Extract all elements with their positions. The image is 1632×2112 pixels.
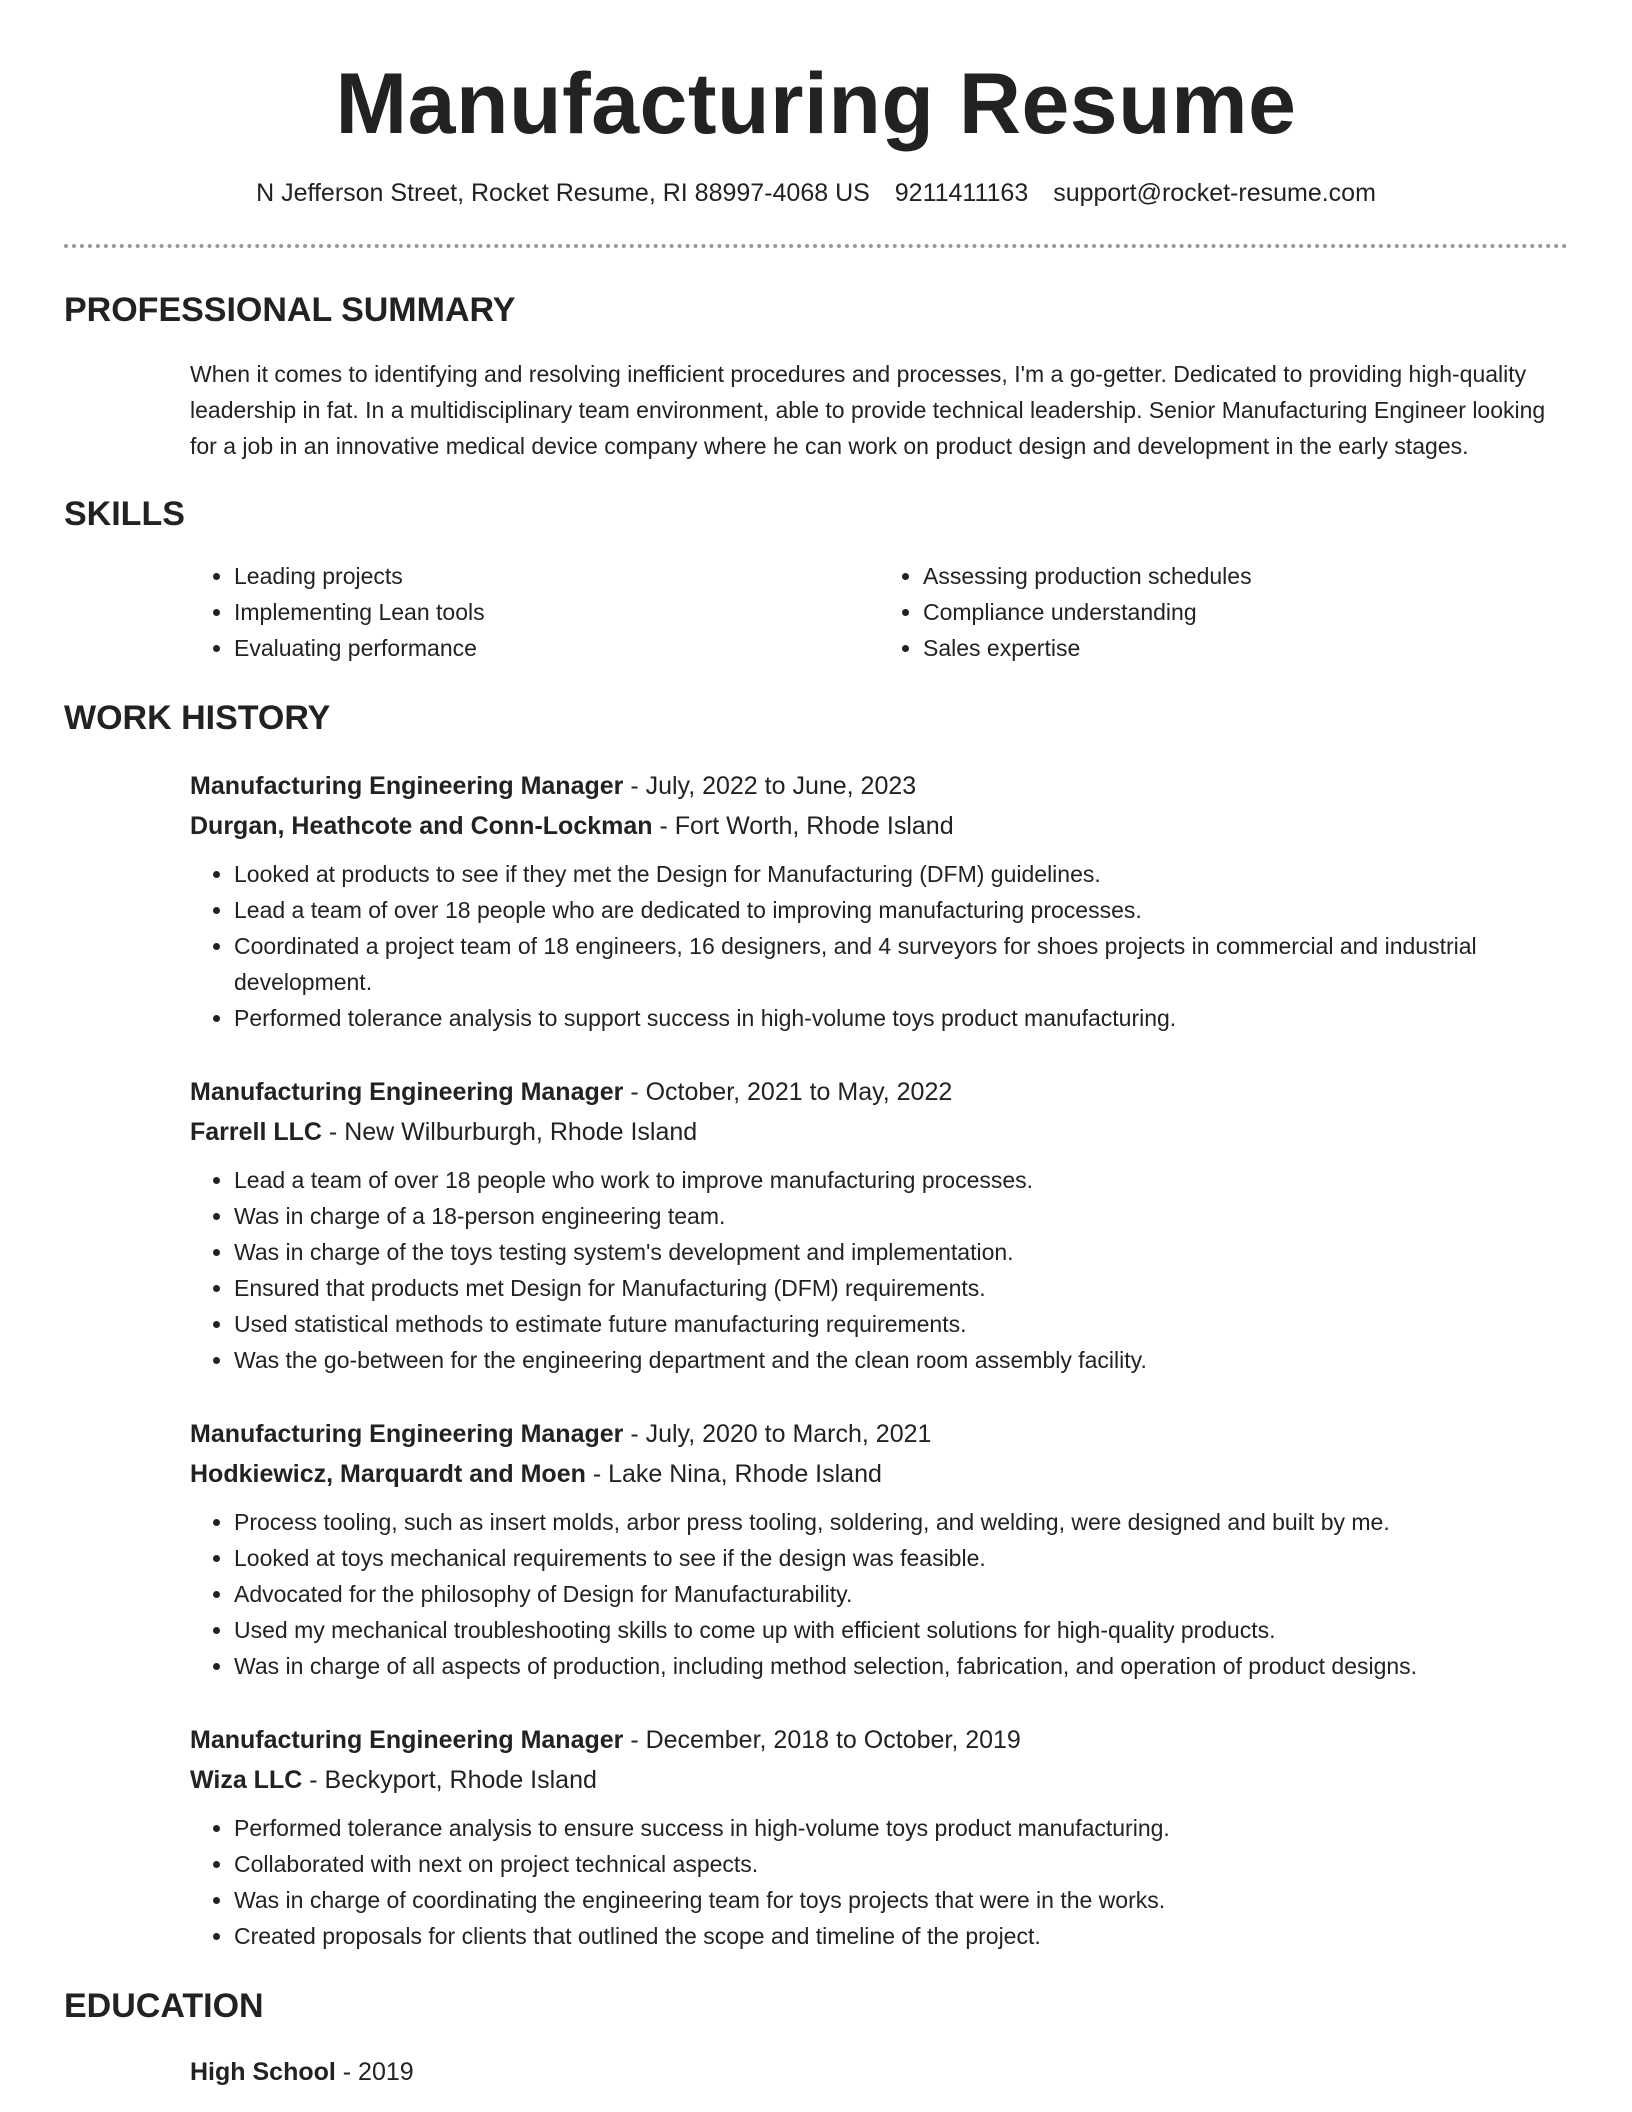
skill-item: • Assessing production schedules [923,558,1568,594]
job-bullet: • Lead a team of over 18 people who are dedicated to improving manufacturing processes. [234,892,1568,928]
contact-email: support@rocket-resume.com [1053,179,1376,207]
job-company-line [190,1112,1568,1152]
job-company-line [190,806,1568,846]
job-title: Manufacturing Engineering Manager [190,1420,624,1448]
resume-title: Manufacturing Resume [335,56,1297,152]
job-bullet: • Performed tolerance analysis to ensure success in high-volume toys product manufacturing. [234,1810,1568,1846]
job-company-line [190,1454,1568,1494]
header-divider [64,244,1568,248]
job-dates: - July, 2022 to June, 2023 [623,772,917,800]
contact-phone: 9211411163 [894,179,1029,207]
education-year: - 2019 [335,2058,414,2086]
contact-line [64,176,1568,210]
job-bullet: • Advocated for the philosophy of Design for Manufacturability. [234,1576,1568,1612]
job-title: Manufacturing Engineering Manager [190,1078,624,1106]
job-bullet: • Ensured that products met Design for Manufacturing (DFM) requirements. [234,1270,1568,1306]
job-bullet: • Was in charge of all aspects of production, including method selection, fabrication, and operation of product designs. [234,1648,1568,1684]
job-bullet: • Looked at toys mechanical requirements to see if the design was feasible. [234,1540,1568,1576]
work-history-heading: WORK HISTORY [64,699,331,737]
job-title-line [190,1414,1568,1454]
resume-page [64,0,1568,2112]
job-bullet: • Used my mechanical troubleshooting skills to come up with efficient solutions for high-quality products. [234,1612,1568,1648]
job-company-line [190,1760,1568,1800]
job-bullet: • Created proposals for clients that outlined the scope and timeline of the project. [234,1918,1568,1954]
job-entry [190,1414,1568,1684]
job-title-line [190,1072,1568,1112]
summary-text: When it comes to identifying and resolving inefficient procedures and processes, I'm a go-getter. Dedicated to providing high-quality leadership in fat. In a multidisciplinary team environment, able to provide technical leadership. Senior Manufacturing Engineer looking for a job in an innovative medical device company where he can work on product design and development in the early stages. [190,361,1546,459]
skills-column-left [190,558,879,666]
job-bullet: • Performed tolerance analysis to support success in high-volume toys product manufacturing. [234,1000,1568,1036]
skill-item: • Compliance understanding [923,594,1568,630]
skills-heading: SKILLS [64,495,185,533]
job-title: Manufacturing Engineering Manager [190,772,624,800]
education-heading: EDUCATION [64,1987,264,2025]
job-location: - Lake Nina, Rhode Island [585,1460,882,1488]
job-bullets [190,856,1568,1036]
job-bullets [190,1810,1568,1954]
job-bullet: • Was in charge of the toys testing system's development and implementation. [234,1234,1568,1270]
job-bullet: • Was in charge of a 18-person engineering team. [234,1198,1568,1234]
contact-address: N Jefferson Street, Rocket Resume, RI 88997-4068 US [256,179,870,207]
job-entry [190,766,1568,1036]
job-bullets [190,1504,1568,1684]
job-entry [190,1720,1568,1954]
skills-column-right [879,558,1568,666]
job-location: - New Wilburburgh, Rhode Island [321,1118,698,1146]
job-dates: - July, 2020 to March, 2021 [623,1420,932,1448]
job-location: - Beckyport, Rhode Island [302,1766,597,1794]
job-title-line [190,766,1568,806]
job-company: Durgan, Heathcote and Conn-Lockman [190,812,653,840]
job-bullets [190,1162,1568,1378]
education-entry [190,2052,1568,2092]
job-dates: - December, 2018 to October, 2019 [623,1726,1021,1754]
skills-list [190,558,1568,666]
skill-item: • Leading projects [234,558,879,594]
job-bullet: • Lead a team of over 18 people who work to improve manufacturing processes. [234,1162,1568,1198]
job-entry [190,1072,1568,1378]
job-bullet: • Process tooling, such as insert molds, arbor press tooling, soldering, and welding, were designed and built by me. [234,1504,1568,1540]
job-bullet: • Was the go-between for the engineering department and the clean room assembly facility. [234,1342,1568,1378]
job-bullet: • Coordinated a project team of 18 engineers, 16 designers, and 4 surveyors for shoes projects in commercial and industrial development. [234,928,1568,1000]
job-title: Manufacturing Engineering Manager [190,1726,624,1754]
skill-item: • Implementing Lean tools [234,594,879,630]
job-bullet: • Looked at products to see if they met the Design for Manufacturing (DFM) guidelines. [234,856,1568,892]
job-bullet: • Collaborated with next on project technical aspects. [234,1846,1568,1882]
job-bullet: • Was in charge of coordinating the engineering team for toys projects that were in the works. [234,1882,1568,1918]
job-company: Farrell LLC [190,1118,322,1146]
job-company: Hodkiewicz, Marquardt and Moen [190,1460,586,1488]
skill-item: • Sales expertise [923,630,1568,666]
job-location: - Fort Worth, Rhode Island [652,812,954,840]
education-degree: High School [190,2058,336,2086]
job-company: Wiza LLC [190,1766,303,1794]
summary-heading: PROFESSIONAL SUMMARY [64,291,516,329]
job-title-line [190,1720,1568,1760]
job-bullet: • Used statistical methods to estimate future manufacturing requirements. [234,1306,1568,1342]
job-dates: - October, 2021 to May, 2022 [623,1078,953,1106]
skill-item: • Evaluating performance [234,630,879,666]
